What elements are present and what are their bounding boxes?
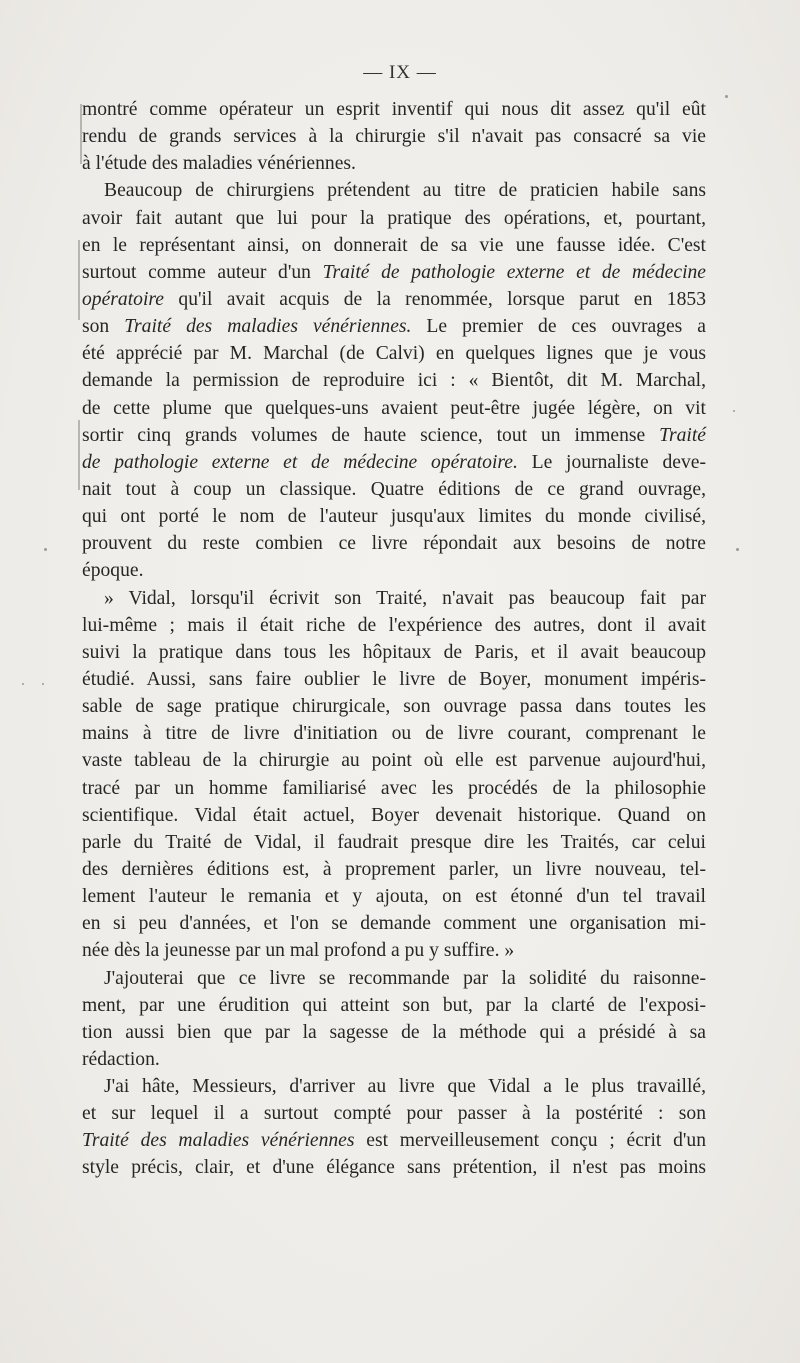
line-text: J'ajouterai que ce livre se recommande par la solidité du raisonne- bbox=[104, 967, 706, 989]
line-text: qu'il avait acquis de la renommée, lorsque parut en 1853 bbox=[164, 288, 706, 310]
line-text: été apprécié par M. Marchal (de Calvi) en quelques lignes que je vous bbox=[82, 343, 706, 365]
text-line bbox=[82, 612, 706, 639]
line-text: qui ont porté le nom de l'auteur jusqu'aux limites du monde civilisé, bbox=[82, 506, 706, 528]
text-line bbox=[82, 259, 706, 286]
text-line bbox=[82, 639, 706, 666]
line-text: Beaucoup de chirurgiens prétendent au titre de praticien habile sans bbox=[104, 180, 706, 202]
text-line bbox=[82, 1127, 706, 1154]
ink-speck bbox=[44, 548, 47, 551]
text-line bbox=[82, 1019, 706, 1046]
text-line bbox=[82, 1100, 706, 1127]
line-text: surtout comme auteur d'un bbox=[82, 261, 323, 283]
text-line bbox=[82, 720, 706, 747]
line-text: en si peu d'années, et l'on se demande comment une organisation mi- bbox=[82, 913, 706, 935]
line-text: ment, par une érudition qui atteint son but, par la clarté de l'exposi- bbox=[82, 994, 706, 1016]
line-text: de cette plume que quelques-uns avaient peut-être jugée légère, on vit bbox=[82, 397, 706, 419]
text-line bbox=[82, 802, 706, 829]
line-text: mains à titre de livre d'initiation ou de livre courant, comprenant le bbox=[82, 723, 706, 745]
line-text: en le représentant ainsi, on donnerait de sa vie une fausse idée. C'est bbox=[82, 234, 706, 256]
line-text: avoir fait autant que lui pour la pratique des opérations, et, pourtant, bbox=[82, 207, 706, 229]
italic-title-text: Traité des maladies vénériennes. bbox=[124, 316, 412, 338]
text-line bbox=[82, 422, 706, 449]
line-text: sable de sage pratique chirurgicale, son ouvrage passa dans toutes les bbox=[82, 696, 706, 718]
line-text: née dès la jeunesse par un mal profond a pu y suffire. » bbox=[82, 940, 515, 962]
line-text: Le premier de ces ouvrages a bbox=[411, 316, 706, 338]
ink-speck bbox=[733, 410, 735, 412]
text-line bbox=[82, 747, 706, 774]
line-text: Le journaliste deve- bbox=[517, 451, 706, 473]
text-line bbox=[82, 1046, 706, 1073]
text-line bbox=[82, 666, 706, 693]
italic-title-text: de pathologie externe et de médecine opératoire. bbox=[82, 451, 518, 473]
text-line bbox=[82, 1073, 706, 1100]
text-line bbox=[82, 313, 706, 340]
line-text: J'ai hâte, Messieurs, d'arriver au livre que Vidal a le plus travaillé, bbox=[104, 1076, 706, 1098]
ink-speck bbox=[22, 683, 24, 685]
italic-title-text: Traité des maladies vénériennes bbox=[82, 1130, 355, 1152]
margin-mark bbox=[78, 240, 80, 320]
text-line bbox=[82, 1154, 706, 1181]
line-text: époque. bbox=[82, 560, 144, 582]
line-text: rendu de grands services à la chirurgie s'il n'avait pas consacré sa vie bbox=[82, 126, 706, 148]
text-line bbox=[82, 96, 706, 123]
margin-mark bbox=[78, 420, 80, 490]
line-text: scientifique. Vidal était actuel, Boyer devenait historique. Quand on bbox=[82, 804, 706, 826]
line-text: son bbox=[82, 316, 125, 338]
text-line bbox=[82, 910, 706, 937]
line-text: tion aussi bien que par la sagesse de la méthode qui a présidé à sa bbox=[82, 1021, 706, 1043]
text-line bbox=[82, 150, 706, 177]
text-line bbox=[82, 449, 706, 476]
line-text: demande la permission de reproduire ici : « Bientôt, dit M. Marchal, bbox=[82, 370, 706, 392]
line-text: » Vidal, lorsqu'il écrivit son Traité, n'avait pas beaucoup fait par bbox=[104, 587, 706, 609]
text-line bbox=[82, 992, 706, 1019]
text-line bbox=[82, 557, 706, 584]
italic-title-text: opératoire bbox=[82, 288, 164, 310]
line-text: prouvent du reste combien ce livre répondait aux besoins de notre bbox=[82, 533, 706, 555]
text-line bbox=[82, 503, 706, 530]
line-text: style précis, clair, et d'une élégance sans prétention, il n'est pas moins bbox=[82, 1157, 706, 1179]
text-line bbox=[82, 530, 706, 557]
line-text: montré comme opérateur un esprit inventif qui nous dit assez qu'il eût bbox=[82, 99, 706, 120]
text-line bbox=[82, 340, 706, 367]
line-text: lui-même ; mais il était riche de l'expérience des autres, dont il avait bbox=[82, 614, 706, 636]
line-text: des dernières éditions est, à proprement parler, un livre nouveau, tel- bbox=[82, 858, 706, 880]
text-line bbox=[82, 123, 706, 150]
text-line bbox=[82, 286, 706, 313]
line-text: sortir cinq grands volumes de haute science, tout un immense bbox=[82, 424, 660, 446]
body-text bbox=[82, 96, 706, 1182]
line-text: rédaction. bbox=[82, 1048, 160, 1070]
text-line bbox=[82, 775, 706, 802]
text-line bbox=[82, 937, 706, 964]
text-line bbox=[82, 693, 706, 720]
text-line bbox=[82, 367, 706, 394]
text-line bbox=[82, 585, 706, 612]
text-line bbox=[82, 883, 706, 910]
line-text: suivi la pratique dans tous les hôpitaux de Paris, et il avait beaucoup bbox=[82, 641, 706, 663]
line-text: vaste tableau de la chirurgie au point où elle est parvenue aujourd'hui, bbox=[82, 750, 706, 772]
line-text: et sur lequel il a surtout compté pour passer à la postérité : son bbox=[82, 1103, 706, 1125]
text-line bbox=[82, 476, 706, 503]
line-text: lement l'auteur le remania et y ajouta, on est étonné d'un tel travail bbox=[82, 886, 706, 908]
line-text: tracé par un homme familiarisé avec les procédés de la philosophie bbox=[82, 777, 706, 799]
line-text: parle du Traité de Vidal, il faudrait presque dire les Traités, car celui bbox=[82, 831, 706, 853]
line-text: étudié. Aussi, sans faire oublier le livre de Boyer, monument impéris- bbox=[82, 668, 706, 690]
line-text: nait tout à coup un classique. Quatre éditions de ce grand ouvrage, bbox=[82, 478, 706, 500]
ink-speck bbox=[42, 683, 44, 685]
italic-title-text: Traité bbox=[659, 424, 706, 446]
text-line bbox=[82, 205, 706, 232]
text-line bbox=[82, 965, 706, 992]
text-line bbox=[82, 856, 706, 883]
text-line bbox=[82, 395, 706, 422]
line-text: à l'étude des maladies vénériennes. bbox=[82, 153, 356, 175]
ink-speck bbox=[725, 95, 728, 98]
page-number: — IX — bbox=[363, 62, 437, 83]
line-text: est merveilleusement conçu ; écrit d'un bbox=[354, 1130, 707, 1152]
ink-speck bbox=[736, 548, 739, 551]
text-line bbox=[82, 829, 706, 856]
text-line bbox=[82, 177, 706, 204]
text-line bbox=[82, 232, 706, 259]
italic-title-text: Traité de pathologie externe et de médecine bbox=[322, 261, 707, 283]
